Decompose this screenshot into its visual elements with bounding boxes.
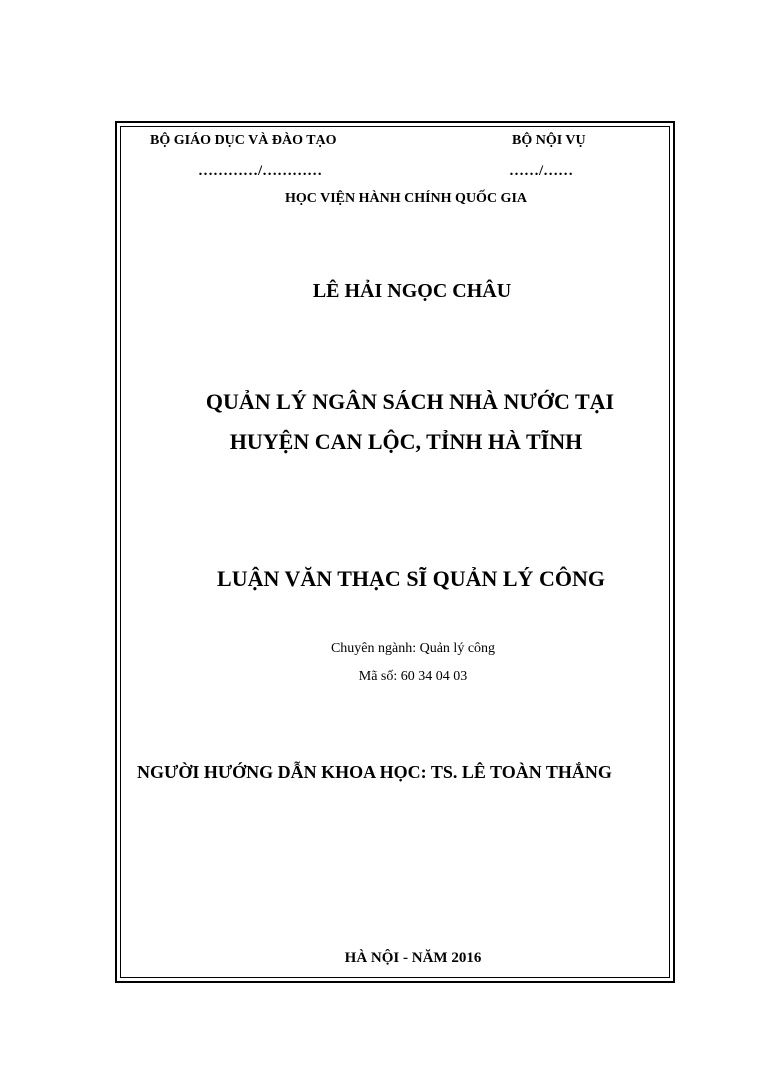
reference-number-left: …………/………… [198, 163, 323, 179]
supervisor-line: NGƯỜI HƯỚNG DẪN KHOA HỌC: TS. LÊ TOÀN THẮNG [137, 762, 612, 782]
ministry-education-label: BỘ GIÁO DỤC VÀ ĐÀO TẠO [150, 133, 337, 148]
thesis-title-line-1: QUẢN LÝ NGÂN SÁCH NHÀ NƯỚC TẠI [205, 389, 615, 414]
place-and-year: HÀ NỘI - NĂM 2016 [344, 950, 482, 966]
academy-name: HỌC VIỆN HÀNH CHÍNH QUỐC GIA [284, 191, 528, 206]
major-label: Chuyên ngành: Quản lý công [330, 641, 496, 656]
ministry-home-affairs-label: BỘ NỘI VỤ [512, 133, 586, 148]
reference-number-right: ……/…… [509, 163, 574, 179]
page-border-inner [120, 126, 670, 978]
thesis-title-line-2: HUYỆN CAN LỘC, TỈNH HÀ TĨNH [229, 429, 583, 454]
author-name: LÊ HẢI NGỌC CHÂU [312, 280, 512, 302]
degree-title: LUẬN VĂN THẠC SĨ QUẢN LÝ CÔNG [217, 566, 605, 591]
major-code: Mã số: 60 34 04 03 [358, 669, 468, 684]
